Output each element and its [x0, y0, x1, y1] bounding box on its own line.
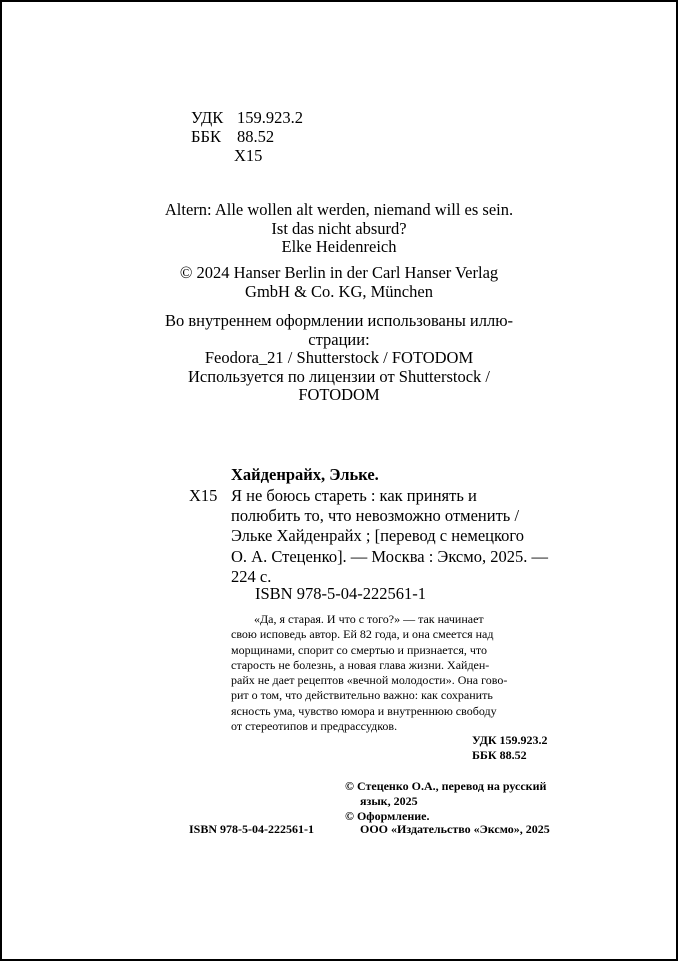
original-copyright: [0, 264, 678, 301]
description-line: 224 с.: [231, 566, 272, 586]
bbk-label: ББК: [191, 127, 221, 146]
original-title-line: Ist das nicht absurd?: [271, 218, 407, 238]
annotation-line: райх не дает рецептов «вечной молодости». Она гово-: [231, 673, 508, 688]
original-author-line: Elke Heidenreich: [281, 237, 397, 256]
annotation: [231, 612, 551, 734]
author-mark: Х15: [234, 146, 263, 165]
annotation-line: рит о том, что действительно важно: как сохранить: [231, 688, 493, 703]
udk-value: 159.923.2: [237, 108, 303, 127]
annotation-line: ясность ума, чувство юмора и внутреннюю свободу: [231, 703, 497, 718]
catalog-mark: Х15: [189, 486, 218, 505]
notice-line: Во внутреннем оформлении использованы иллю-: [164, 311, 514, 330]
illustrations-notice: [0, 312, 678, 405]
original-title-line: Altern: Alle wollen alt werden, niemand will es sein.: [164, 200, 514, 219]
translation-copyright-cont: язык, 2025: [360, 794, 418, 808]
copyright-line: © 2024 Hanser Berlin in der Carl Hanser Verlag: [179, 263, 499, 282]
notice-line: Используется по лицензии от Shutterstock /: [188, 366, 490, 386]
annotation-line: морщинами, спорит со смертью и признается, что: [231, 642, 487, 657]
catalog-heading: Хайденрайх, Эльке.: [231, 465, 379, 484]
catalog-description: [231, 486, 548, 587]
annotation-line: старость не болезнь, а новая глава жизни. Хайден-: [231, 657, 490, 672]
imprint-isbn: ISBN 978-5-04-222561-1: [189, 822, 314, 836]
original-edition: [0, 201, 678, 257]
annotation-bbk: ББК 88.52: [472, 748, 527, 762]
publisher-copyright: ООО «Издательство «Эксмо», 2025: [360, 822, 550, 836]
annotation-line: «Да, я старая. И что с того?» — так начинает: [254, 612, 484, 626]
design-copyright: © Оформление.: [345, 809, 430, 823]
copyright-line: GmbH & Co. KG, München: [245, 281, 433, 301]
description-line: Эльке Хайденрайх ; [перевод с немецкого: [231, 526, 525, 546]
notice-line: Feodora_21 / Shutterstock / FOTODOM: [204, 348, 474, 367]
annotation-line: свою исповедь автор. Ей 82 года, и она смеется над: [231, 627, 494, 642]
udk-label: УДК: [191, 108, 224, 127]
annotation-line: от стереотипов и предрассудков.: [231, 719, 398, 734]
description-line: О. А. Стеценко]. — Москва : Эксмо, 2025. —: [231, 546, 548, 566]
bbk-value: 88.52: [237, 127, 275, 146]
annotation-udk: УДК 159.923.2: [472, 733, 548, 747]
description-line: полюбить то, что невозможно отменить /: [231, 506, 520, 526]
notice-line: страции:: [308, 329, 370, 349]
notice-line: FOTODOM: [298, 385, 380, 404]
catalog-isbn: ISBN 978-5-04-222561-1: [255, 584, 426, 603]
translation-copyright: © Стеценко О.А., перевод на русский: [345, 779, 547, 793]
description-line: Я не боюсь стареть : как принять и: [231, 486, 477, 505]
